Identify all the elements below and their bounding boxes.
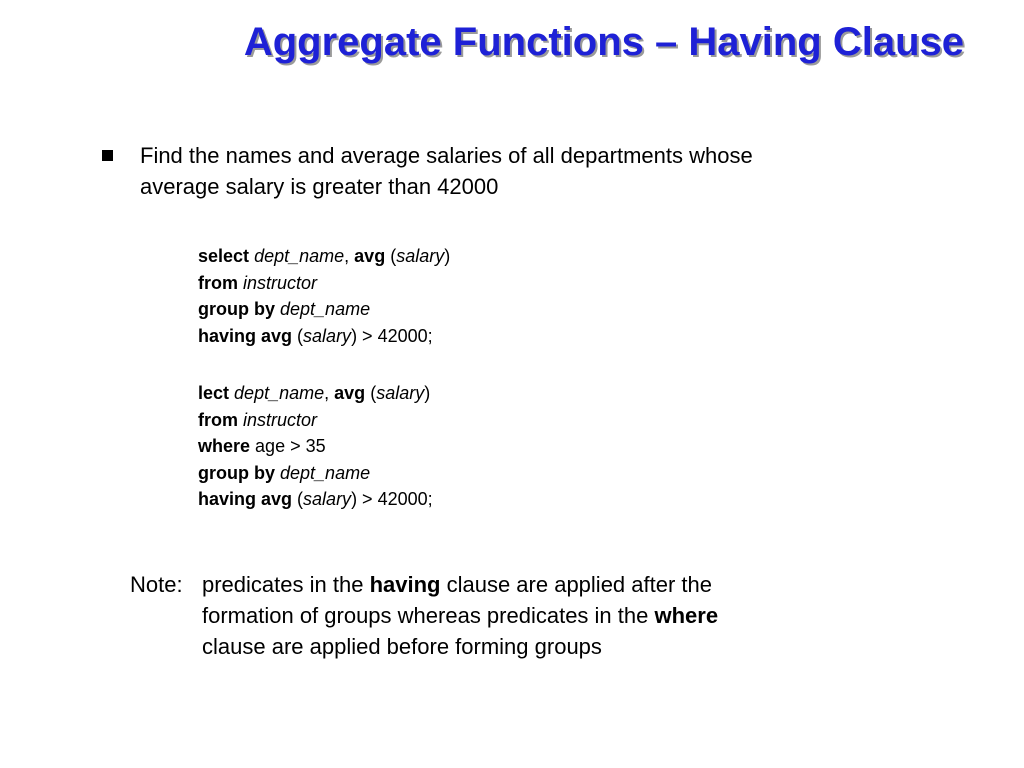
identifier: instructor [243,272,318,293]
query1-line-having [198,323,450,350]
keyword: group by [198,299,275,319]
identifier: instructor [243,409,318,430]
identifier: salary [303,325,352,346]
note-line-3: clause are applied before forming groups [202,634,602,659]
identifier: dept_name [234,383,325,403]
bullet-line-1: Find the names and average salaries of all departments whose [140,143,753,168]
square-bullet-icon [102,150,113,161]
punct: ( [297,489,304,509]
query1-line-from [198,270,450,297]
note-keyword-where: where [654,603,719,628]
query1-line-select [198,243,450,270]
sql-query-1 [198,243,450,349]
punct: ( [390,246,397,266]
note-text: predicates in the [202,572,364,597]
keyword: where [198,436,251,456]
keyword: having avg [198,489,293,509]
keyword: group by [198,462,275,483]
keyword: lect [198,383,230,403]
query2-line-group-by [198,460,433,487]
note-text: formation of groups whereas predicates in the [202,603,649,628]
punct: ) [444,246,451,266]
identifier: salary [396,246,445,266]
query2-line-from [198,407,433,434]
identifier: dept_name [254,246,345,266]
expression: ) > 42000; [351,489,433,509]
expression: ) > 42000; [351,325,433,346]
punct: ) [424,383,431,403]
note-line-1 [202,569,842,600]
note-keyword-having: having [369,572,441,597]
keyword: having avg [198,325,293,346]
note-label: Note: [130,572,183,597]
identifier: salary [376,383,425,403]
punct: ( [370,383,377,403]
bullet-line-2: average salary is greater than 42000 [140,174,499,199]
punct: ( [297,325,304,346]
query2-line-having [198,486,433,513]
note-body [202,569,842,662]
punct: , [344,246,350,266]
punct: , [324,383,330,403]
keyword: avg [334,383,366,403]
identifier: dept_name [280,462,371,483]
expression: age > 35 [255,436,326,456]
identifier: salary [303,489,352,509]
keyword: from [198,272,238,293]
slide-title: Aggregate Functions – Having Clause [243,20,964,64]
sql-query-2 [198,380,433,513]
note-line-2 [202,600,842,631]
query1-line-group-by [198,296,450,323]
note-text: clause are applied after the [446,572,712,597]
keyword: select [198,246,250,266]
keyword: from [198,409,238,430]
bullet-text [140,140,880,202]
keyword: avg [354,246,386,266]
query2-line-select [198,380,433,407]
query2-line-where [198,433,433,460]
identifier: dept_name [280,299,371,319]
